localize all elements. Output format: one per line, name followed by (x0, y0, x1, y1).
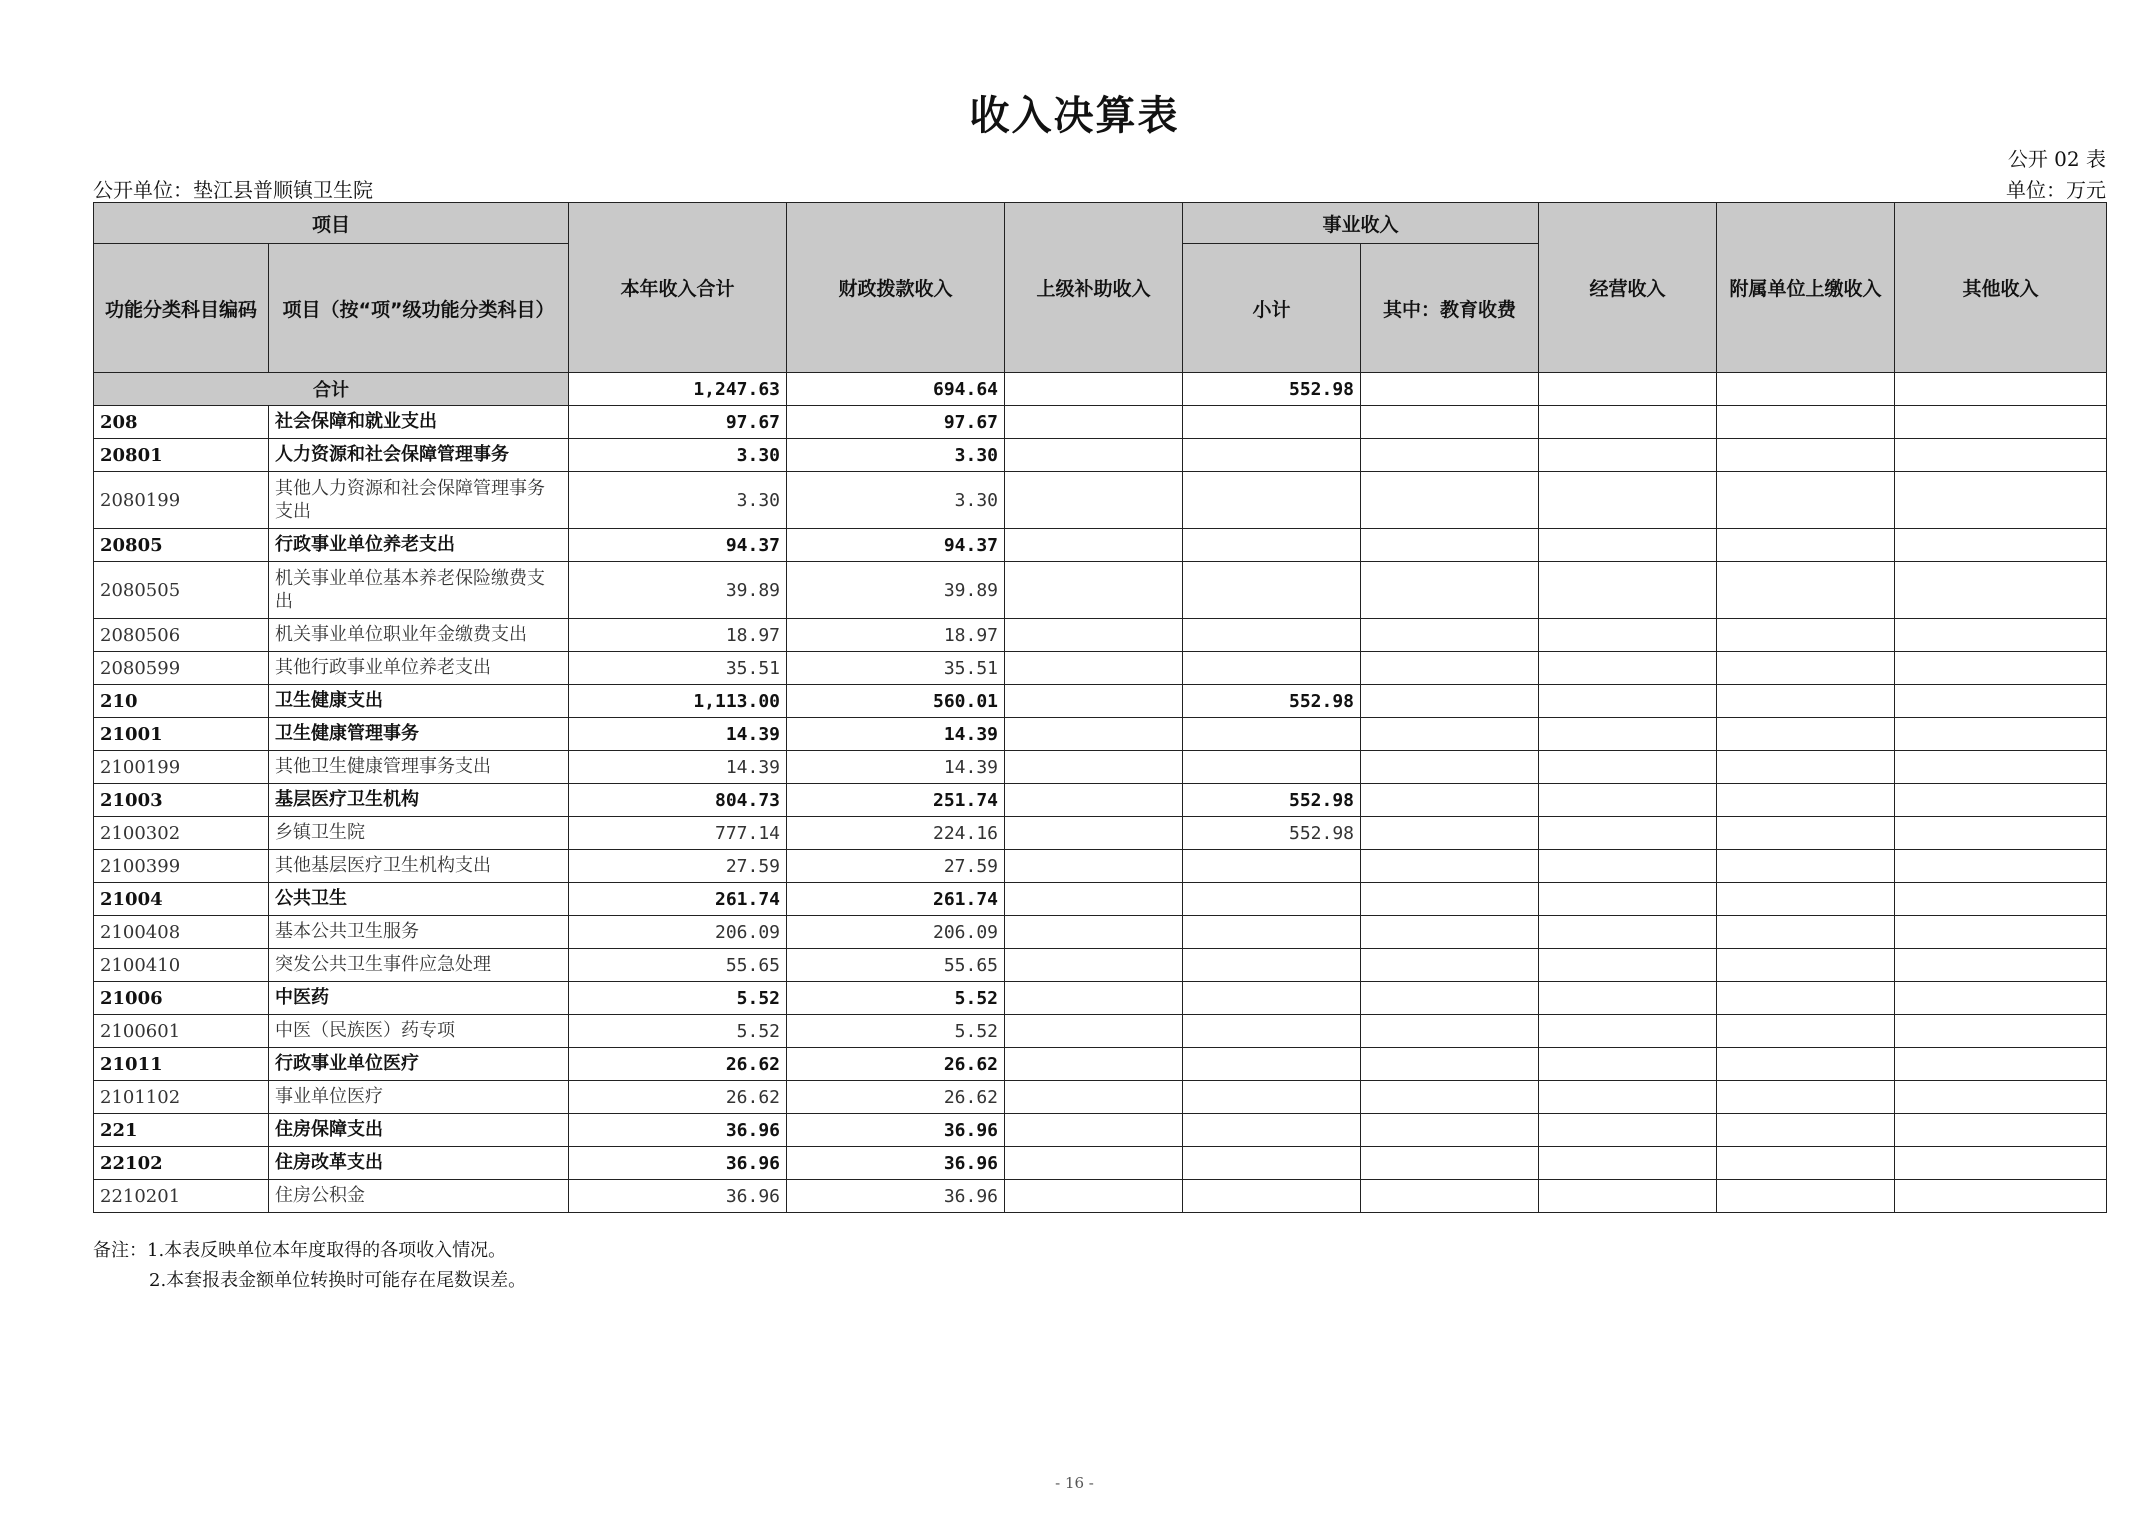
row-total: 14.39 (569, 718, 787, 751)
row-total: 26.62 (569, 1048, 787, 1081)
row-name: 突发公共卫生事件应急处理 (269, 949, 569, 982)
row-fiscal: 97.67 (787, 406, 1005, 439)
table-row (94, 718, 2107, 751)
row-affiliate (1717, 472, 1895, 529)
row-superior (1005, 619, 1183, 652)
row-fiscal: 14.39 (787, 751, 1005, 784)
row-total: 3.30 (569, 439, 787, 472)
row-fiscal: 5.52 (787, 982, 1005, 1015)
table-body (94, 373, 2107, 1213)
row-subtotal (1183, 1114, 1361, 1147)
row-other (1895, 1081, 2107, 1114)
row-name: 基层医疗卫生机构 (269, 784, 569, 817)
table-row (94, 916, 2107, 949)
row-affiliate (1717, 718, 1895, 751)
row-education (1361, 685, 1539, 718)
row-affiliate (1717, 1180, 1895, 1213)
row-name: 社会保障和就业支出 (269, 406, 569, 439)
row-code: 2101102 (94, 1081, 269, 1114)
row-code: 2210201 (94, 1180, 269, 1213)
row-operating (1539, 562, 1717, 619)
header-code: 功能分类科目编码 (94, 244, 269, 373)
table-row (94, 1180, 2107, 1213)
row-education (1361, 472, 1539, 529)
row-education (1361, 850, 1539, 883)
row-operating (1539, 472, 1717, 529)
row-fiscal: 26.62 (787, 1048, 1005, 1081)
row-operating (1539, 619, 1717, 652)
row-fiscal: 3.30 (787, 472, 1005, 529)
row-other (1895, 982, 2107, 1015)
row-other (1895, 1048, 2107, 1081)
row-fiscal: 251.74 (787, 784, 1005, 817)
row-superior (1005, 817, 1183, 850)
row-subtotal (1183, 751, 1361, 784)
row-code: 210 (94, 685, 269, 718)
row-subtotal (1183, 718, 1361, 751)
row-operating (1539, 1180, 1717, 1213)
table-row (94, 1147, 2107, 1180)
row-affiliate (1717, 619, 1895, 652)
row-name: 卫生健康管理事务 (269, 718, 569, 751)
income-table (93, 202, 2107, 1213)
row-other (1895, 850, 2107, 883)
row-subtotal (1183, 1081, 1361, 1114)
row-operating (1539, 1147, 1717, 1180)
row-affiliate (1717, 916, 1895, 949)
row-other (1895, 817, 2107, 850)
row-subtotal: 552.98 (1183, 784, 1361, 817)
table-row (94, 1114, 2107, 1147)
row-operating (1539, 1015, 1717, 1048)
row-superior (1005, 883, 1183, 916)
row-fiscal: 224.16 (787, 817, 1005, 850)
row-superior (1005, 1015, 1183, 1048)
row-superior (1005, 916, 1183, 949)
row-total: 36.96 (569, 1147, 787, 1180)
row-total: 5.52 (569, 982, 787, 1015)
row-superior (1005, 982, 1183, 1015)
row-education (1361, 1048, 1539, 1081)
row-education (1361, 1114, 1539, 1147)
row-total: 97.67 (569, 406, 787, 439)
row-code: 21003 (94, 784, 269, 817)
row-name: 机关事业单位基本养老保险缴费支出 (269, 562, 569, 619)
row-operating (1539, 406, 1717, 439)
row-subtotal (1183, 406, 1361, 439)
row-name: 住房改革支出 (269, 1147, 569, 1180)
header-fiscal: 财政拨款收入 (787, 203, 1005, 373)
page-number: - 16 - (1055, 1474, 1094, 1492)
total-row (94, 373, 2107, 406)
row-code: 2080599 (94, 652, 269, 685)
header-superior: 上级补助收入 (1005, 203, 1183, 373)
row-code: 21001 (94, 718, 269, 751)
row-fiscal: 94.37 (787, 529, 1005, 562)
row-superior (1005, 1114, 1183, 1147)
row-total: 5.52 (569, 1015, 787, 1048)
table-row (94, 562, 2107, 619)
row-name: 住房保障支出 (269, 1114, 569, 1147)
row-code: 21004 (94, 883, 269, 916)
total-education (1361, 373, 1539, 406)
row-education (1361, 1147, 1539, 1180)
header-operating: 经营收入 (1539, 203, 1717, 373)
row-operating (1539, 982, 1717, 1015)
row-subtotal (1183, 949, 1361, 982)
page-title: 收入决算表 (969, 93, 1180, 139)
row-education (1361, 949, 1539, 982)
row-superior (1005, 1147, 1183, 1180)
table-row (94, 652, 2107, 685)
row-education (1361, 883, 1539, 916)
row-fiscal: 36.96 (787, 1180, 1005, 1213)
row-name: 行政事业单位医疗 (269, 1048, 569, 1081)
row-subtotal (1183, 619, 1361, 652)
table-row (94, 619, 2107, 652)
row-name: 住房公积金 (269, 1180, 569, 1213)
row-code: 22102 (94, 1147, 269, 1180)
row-subtotal (1183, 1048, 1361, 1081)
header-education: 其中：教育收费 (1361, 244, 1539, 373)
row-affiliate (1717, 1081, 1895, 1114)
row-code: 2100199 (94, 751, 269, 784)
row-fiscal: 5.52 (787, 1015, 1005, 1048)
row-code: 208 (94, 406, 269, 439)
row-code: 2080505 (94, 562, 269, 619)
total-operating (1539, 373, 1717, 406)
row-total: 35.51 (569, 652, 787, 685)
row-total: 55.65 (569, 949, 787, 982)
row-education (1361, 652, 1539, 685)
row-superior (1005, 685, 1183, 718)
form-number: 公开 02 表 (2007, 147, 2106, 171)
total-total: 1,247.63 (569, 373, 787, 406)
row-name: 其他人力资源和社会保障管理事务支出 (269, 472, 569, 529)
row-total: 1,113.00 (569, 685, 787, 718)
note-2: 2.本套报表金额单位转换时可能存在尾数误差。 (149, 1270, 527, 1291)
header-total: 本年收入合计 (569, 203, 787, 373)
row-superior (1005, 850, 1183, 883)
row-name: 事业单位医疗 (269, 1081, 569, 1114)
row-subtotal (1183, 1147, 1361, 1180)
row-education (1361, 784, 1539, 817)
row-total: 261.74 (569, 883, 787, 916)
row-affiliate (1717, 817, 1895, 850)
row-subtotal: 552.98 (1183, 817, 1361, 850)
row-code: 21006 (94, 982, 269, 1015)
row-education (1361, 1081, 1539, 1114)
total-superior (1005, 373, 1183, 406)
row-total: 36.96 (569, 1180, 787, 1213)
row-subtotal (1183, 1180, 1361, 1213)
row-operating (1539, 850, 1717, 883)
row-operating (1539, 751, 1717, 784)
row-fiscal: 36.96 (787, 1114, 1005, 1147)
row-other (1895, 751, 2107, 784)
row-fiscal: 14.39 (787, 718, 1005, 751)
row-total: 804.73 (569, 784, 787, 817)
row-education (1361, 562, 1539, 619)
total-other (1895, 373, 2107, 406)
row-operating (1539, 1081, 1717, 1114)
row-fiscal: 206.09 (787, 916, 1005, 949)
row-other (1895, 1015, 2107, 1048)
total-subtotal: 552.98 (1183, 373, 1361, 406)
row-superior (1005, 652, 1183, 685)
row-name: 其他卫生健康管理事务支出 (269, 751, 569, 784)
row-superior (1005, 784, 1183, 817)
table-row (94, 751, 2107, 784)
row-operating (1539, 817, 1717, 850)
row-other (1895, 1114, 2107, 1147)
row-other (1895, 784, 2107, 817)
row-other (1895, 949, 2107, 982)
row-superior (1005, 949, 1183, 982)
row-subtotal (1183, 529, 1361, 562)
row-name: 卫生健康支出 (269, 685, 569, 718)
row-operating (1539, 439, 1717, 472)
row-other (1895, 685, 2107, 718)
table-row (94, 1015, 2107, 1048)
row-code: 2100399 (94, 850, 269, 883)
row-education (1361, 1015, 1539, 1048)
row-other (1895, 529, 2107, 562)
row-affiliate (1717, 529, 1895, 562)
row-education (1361, 751, 1539, 784)
row-total: 14.39 (569, 751, 787, 784)
row-total: 27.59 (569, 850, 787, 883)
row-operating (1539, 1048, 1717, 1081)
row-subtotal (1183, 652, 1361, 685)
table-row (94, 406, 2107, 439)
table-row (94, 850, 2107, 883)
row-total: 18.97 (569, 619, 787, 652)
row-total: 94.37 (569, 529, 787, 562)
row-code: 221 (94, 1114, 269, 1147)
row-subtotal (1183, 472, 1361, 529)
table-row (94, 1048, 2107, 1081)
row-education (1361, 406, 1539, 439)
row-total: 206.09 (569, 916, 787, 949)
header-other: 其他收入 (1895, 203, 2107, 373)
row-other (1895, 472, 2107, 529)
row-superior (1005, 529, 1183, 562)
row-superior (1005, 439, 1183, 472)
table-row (94, 529, 2107, 562)
table-row (94, 472, 2107, 529)
row-affiliate (1717, 652, 1895, 685)
table-row (94, 439, 2107, 472)
header-item-group: 项目 (94, 203, 569, 244)
row-affiliate (1717, 562, 1895, 619)
row-fiscal: 18.97 (787, 619, 1005, 652)
table-row (94, 883, 2107, 916)
table-row (94, 784, 2107, 817)
row-operating (1539, 784, 1717, 817)
row-code: 2100408 (94, 916, 269, 949)
row-subtotal (1183, 982, 1361, 1015)
row-affiliate (1717, 982, 1895, 1015)
note-1: 备注：1.本表反映单位本年度取得的各项收入情况。 (93, 1240, 507, 1261)
row-name: 中医（民族医）药专项 (269, 1015, 569, 1048)
row-education (1361, 982, 1539, 1015)
row-operating (1539, 718, 1717, 751)
total-label: 合计 (94, 373, 569, 406)
row-other (1895, 916, 2107, 949)
table-header (94, 203, 2107, 373)
header-item-name: 项目（按“项”级功能分类科目） (269, 244, 569, 373)
row-education (1361, 916, 1539, 949)
row-fiscal: 27.59 (787, 850, 1005, 883)
row-name: 人力资源和社会保障管理事务 (269, 439, 569, 472)
row-affiliate (1717, 1114, 1895, 1147)
header-subtotal: 小计 (1183, 244, 1361, 373)
row-fiscal: 39.89 (787, 562, 1005, 619)
row-other (1895, 619, 2107, 652)
row-other (1895, 406, 2107, 439)
row-affiliate (1717, 1048, 1895, 1081)
row-fiscal: 26.62 (787, 1081, 1005, 1114)
reporting-unit: 公开单位：垫江县普顺镇卫生院 (93, 178, 373, 202)
row-code: 2100410 (94, 949, 269, 982)
row-subtotal (1183, 439, 1361, 472)
row-education (1361, 439, 1539, 472)
row-other (1895, 718, 2107, 751)
row-operating (1539, 883, 1717, 916)
row-subtotal (1183, 916, 1361, 949)
row-fiscal: 560.01 (787, 685, 1005, 718)
row-affiliate (1717, 949, 1895, 982)
row-operating (1539, 1114, 1717, 1147)
row-total: 39.89 (569, 562, 787, 619)
total-fiscal: 694.64 (787, 373, 1005, 406)
row-code: 20805 (94, 529, 269, 562)
total-affiliate (1717, 373, 1895, 406)
header-business-group: 事业收入 (1183, 203, 1539, 244)
row-affiliate (1717, 1015, 1895, 1048)
table-row (94, 1081, 2107, 1114)
row-education (1361, 1180, 1539, 1213)
row-code: 20801 (94, 439, 269, 472)
row-subtotal: 552.98 (1183, 685, 1361, 718)
row-superior (1005, 1081, 1183, 1114)
row-total: 777.14 (569, 817, 787, 850)
row-name: 基本公共卫生服务 (269, 916, 569, 949)
row-code: 21011 (94, 1048, 269, 1081)
row-subtotal (1183, 562, 1361, 619)
row-superior (1005, 1180, 1183, 1213)
row-name: 其他行政事业单位养老支出 (269, 652, 569, 685)
row-fiscal: 3.30 (787, 439, 1005, 472)
row-superior (1005, 472, 1183, 529)
row-other (1895, 883, 2107, 916)
table-row (94, 949, 2107, 982)
row-affiliate (1717, 685, 1895, 718)
row-affiliate (1717, 751, 1895, 784)
row-operating (1539, 529, 1717, 562)
row-fiscal: 261.74 (787, 883, 1005, 916)
row-code: 2080199 (94, 472, 269, 529)
table-row (94, 982, 2107, 1015)
row-education (1361, 817, 1539, 850)
row-subtotal (1183, 1015, 1361, 1048)
row-education (1361, 529, 1539, 562)
row-name: 行政事业单位养老支出 (269, 529, 569, 562)
row-name: 中医药 (269, 982, 569, 1015)
row-education (1361, 619, 1539, 652)
row-code: 2080506 (94, 619, 269, 652)
header-affiliate: 附属单位上缴收入 (1717, 203, 1895, 373)
row-fiscal: 35.51 (787, 652, 1005, 685)
row-name: 公共卫生 (269, 883, 569, 916)
row-operating (1539, 949, 1717, 982)
row-superior (1005, 406, 1183, 439)
row-code: 2100302 (94, 817, 269, 850)
row-name: 乡镇卫生院 (269, 817, 569, 850)
table-row (94, 685, 2107, 718)
row-affiliate (1717, 406, 1895, 439)
currency-unit: 单位：万元 (2006, 178, 2106, 202)
row-fiscal: 36.96 (787, 1147, 1005, 1180)
row-fiscal: 55.65 (787, 949, 1005, 982)
row-affiliate (1717, 439, 1895, 472)
row-affiliate (1717, 883, 1895, 916)
row-superior (1005, 718, 1183, 751)
row-superior (1005, 562, 1183, 619)
row-name: 机关事业单位职业年金缴费支出 (269, 619, 569, 652)
row-other (1895, 439, 2107, 472)
row-other (1895, 652, 2107, 685)
row-affiliate (1717, 784, 1895, 817)
row-subtotal (1183, 850, 1361, 883)
row-affiliate (1717, 1147, 1895, 1180)
row-total: 36.96 (569, 1114, 787, 1147)
row-affiliate (1717, 850, 1895, 883)
row-name: 其他基层医疗卫生机构支出 (269, 850, 569, 883)
notes (93, 1236, 526, 1296)
row-operating (1539, 652, 1717, 685)
row-superior (1005, 751, 1183, 784)
row-total: 26.62 (569, 1081, 787, 1114)
row-education (1361, 718, 1539, 751)
row-operating (1539, 685, 1717, 718)
row-operating (1539, 916, 1717, 949)
row-total: 3.30 (569, 472, 787, 529)
table-row (94, 817, 2107, 850)
row-other (1895, 1147, 2107, 1180)
row-other (1895, 1180, 2107, 1213)
row-other (1895, 562, 2107, 619)
row-superior (1005, 1048, 1183, 1081)
row-code: 2100601 (94, 1015, 269, 1048)
row-subtotal (1183, 883, 1361, 916)
